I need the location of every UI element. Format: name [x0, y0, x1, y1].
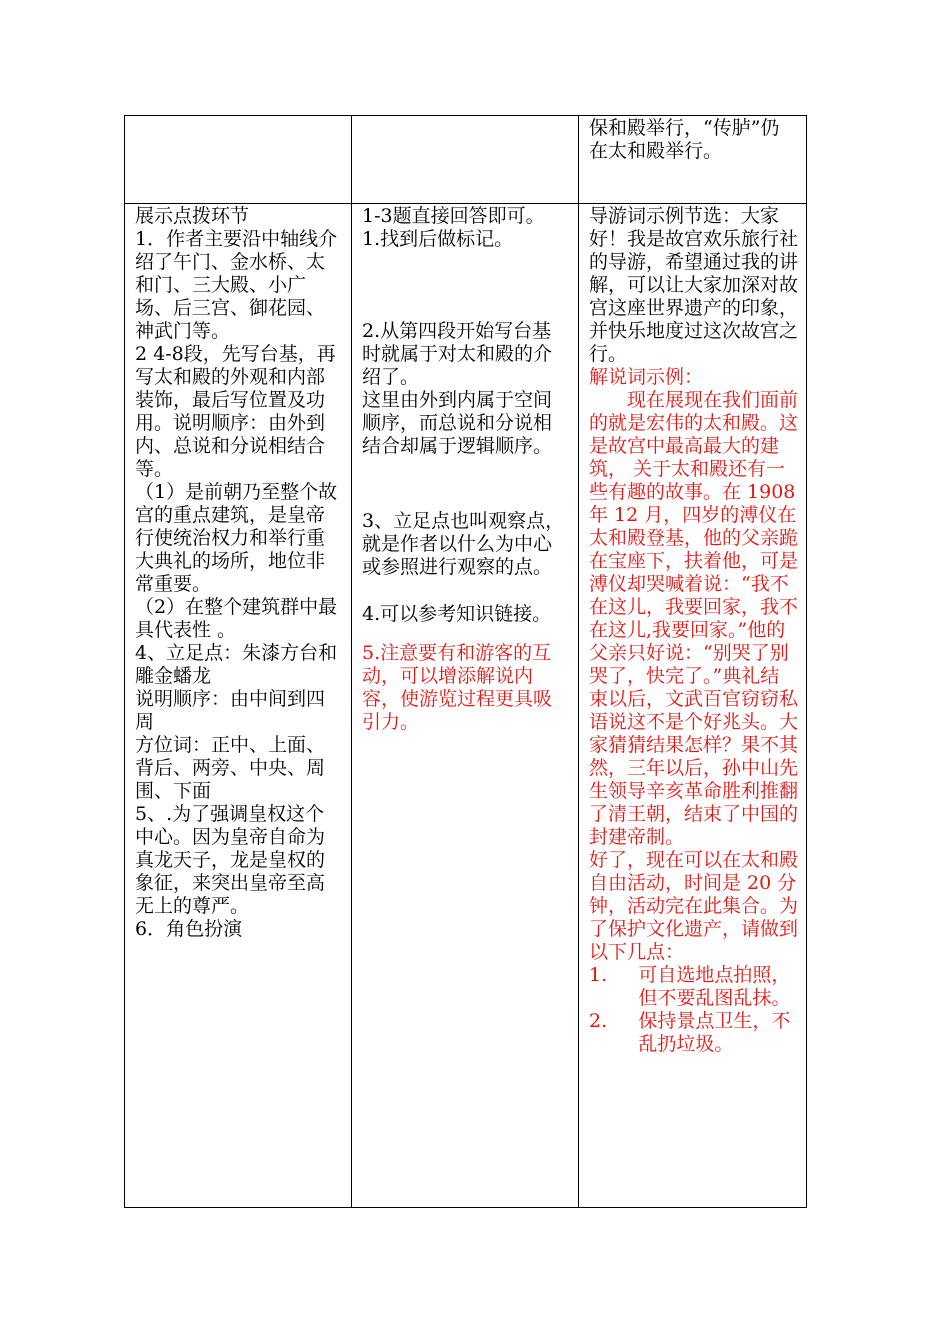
answer-2: 2 4-8段，先写台基，再写太和殿的外观和内部装饰，最后写位置及功用。说明顺序：由外到内、总说和分说相结合等。 [135, 343, 336, 480]
answer-4-direction-words: 方位词：正中、上面、背后、两旁、中央、周围、下面 [135, 734, 326, 802]
list-number: 1. [589, 964, 608, 986]
tour-intro: 导游词示例节选：大家好！我是故宫欢乐旅行社的导游，希望通过我的讲解，可以让大家加深对故宫这座世界遗产的印象，并快乐地度过这次故宫之行。 [589, 205, 799, 365]
cell-r1-c2 [352, 116, 579, 204]
table-row [125, 116, 807, 204]
list-number: 2. [589, 1010, 608, 1032]
cell-r2-c3 [579, 204, 807, 1208]
cell-r2-c1 [125, 204, 352, 1208]
example-title: 解说词示例： [589, 366, 704, 388]
answer-1: 1．作者主要沿中轴线介绍了午门、金水桥、太和门、三大殿、小广场、后三宫、御花园、神武门等。 [135, 228, 338, 342]
guide-note-6: 4.可以参考知识链接。 [362, 603, 552, 625]
answer-4-order: 说明顺序：由中间到四周 [135, 688, 326, 733]
closing-text: 好了，现在可以在太和殿自由活动，时间是 20 分钟，活动完在此集合。为了保护文化遗产，请做到以下几点： [589, 849, 799, 963]
guide-note-2: 1.找到后做标记。 [362, 228, 514, 250]
cell-text: 保和殿举行，“传胪”仍在太和殿举行。 [589, 117, 780, 162]
section-title: 展示点拨环节 [135, 205, 250, 227]
answer-2-point-1: （1）是前朝乃至整个故宫的重点建筑，是皇帝行使统治权力和举行重大典礼的场所，地位非常重要。 [135, 481, 338, 595]
list-item [589, 1010, 798, 1056]
answer-4: 4、立足点：朱漆方台和雕金蟠龙 [135, 642, 338, 687]
guide-note-7: 5.注意要有和游客的互动，可以增添解说内容，使游览过程更具吸引力。 [362, 642, 553, 733]
guide-note-4: 这里由外到内属于空间顺序，而总说和分说相结合却属于逻辑顺序。 [362, 389, 553, 457]
list-text: 可自选地点拍照，但不要乱图乱抹。 [638, 964, 791, 1009]
example-body: 现在展现在我们面前的就是宏伟的太和殿。这是故宫中最高最大的建筑， 关于太和殿还有一些有趣的故事。在 1908 年 12 月，四岁的溥仪在太和殿登基，他的父亲跪在宝座下，扶着他，可是溥仪却哭喊着说：“我不在这儿，我要回家，我不在这儿,我要回家。”他的父亲只好说：“别哭了别哭了，快完了。”典礼结束以后，文武百官窃窃私语说这不是个好兆头。大家猜猜结果怎样？果不其然，三年以后，孙中山先生领导辛亥革命胜利推翻了清王朝，结束了中国的封建帝制。 [589, 389, 802, 848]
cell-r1-c1 [125, 116, 352, 204]
answer-6: 6．角色扮演 [135, 918, 243, 940]
guide-note-1: 1-3题直接回答即可。 [362, 205, 545, 227]
answer-5: 5、.为了强调皇权这个中心。因为皇帝自命为真龙天子，龙是皇权的象征，来突出皇帝至高无上的尊严。 [135, 803, 326, 917]
guide-note-3: 2.从第四段开始写台基时就属于对太和殿的介绍了。 [362, 320, 553, 388]
answer-2-point-2: （2）在整个建筑群中最具代表性 。 [135, 596, 338, 641]
cell-r2-c2 [352, 204, 579, 1208]
list-text: 保持景点卫生，不乱扔垃圾。 [638, 1010, 791, 1055]
cell-r1-c3 [579, 116, 807, 204]
guide-note-5: 3、立足点也叫观察点，就是作者以什么为中心或参照进行观察的点。 [362, 510, 565, 578]
list-item [589, 964, 798, 1010]
lesson-table [124, 115, 807, 1208]
table-row [125, 204, 807, 1208]
